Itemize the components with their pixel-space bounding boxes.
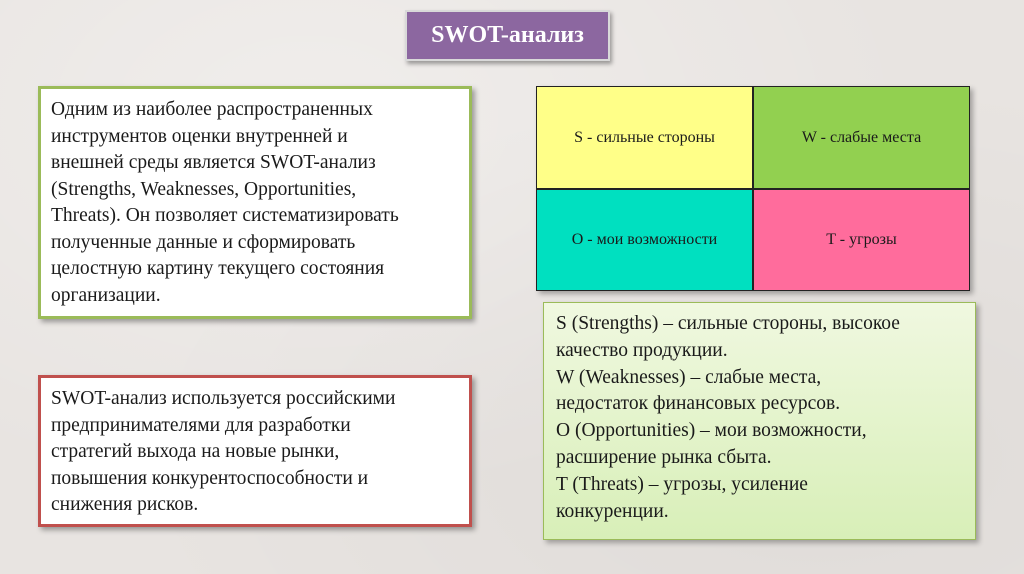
swot-matrix [536, 86, 970, 291]
opportunities-label: О - мои возможности [571, 231, 718, 248]
threats-label: T - угрозы [826, 231, 897, 248]
legend-line: расширение рынка сбыта. [556, 446, 772, 468]
intro-text-box [38, 86, 472, 319]
legend-line: качество продукции. [556, 339, 728, 361]
legend-line: W (Weaknesses) – слабые места, [556, 366, 822, 388]
swot-legend-box [543, 302, 976, 540]
strengths-cell [536, 86, 753, 189]
strengths-label: S - сильные стороны [574, 128, 715, 146]
usage-text-box [38, 375, 472, 527]
intro-line: внешней среды является SWOT-анализ [51, 152, 376, 173]
usage-line: предпринимателями для разработки [51, 414, 351, 436]
usage-line: снижения рисков. [51, 494, 199, 515]
intro-line: полученные данные и сформировать [51, 231, 356, 253]
weaknesses-cell [753, 86, 970, 189]
legend-line: S (Strengths) – сильные стороны, высокое [556, 313, 900, 334]
threats-cell [753, 189, 970, 291]
intro-line: инструментов оценки внутренней и [51, 125, 348, 147]
legend-line: конкуренции. [556, 500, 669, 522]
intro-line: Threats). Он позволяет систематизировать [51, 205, 399, 226]
weaknesses-label: W - слабые места [801, 128, 922, 146]
usage-line: SWOT-анализ используется российскими [51, 388, 396, 409]
opportunities-cell [536, 189, 753, 291]
legend-line: недостаток финансовых ресурсов. [556, 393, 841, 415]
usage-line: повышения конкурентоспособности и [51, 467, 369, 489]
legend-line: T (Threats) – угрозы, усиление [556, 473, 808, 495]
intro-line: организации. [51, 284, 161, 306]
slide-title: SWOT-анализ [431, 22, 584, 48]
intro-line: (Strengths, Weaknesses, Opportunities, [51, 178, 357, 200]
legend-line: O (Opportunities) – мои возможности, [556, 420, 867, 442]
title-box [405, 10, 610, 61]
usage-line: стратегий выхода на новые рынки, [51, 441, 340, 462]
intro-line: целостную картину текущего состояния [51, 258, 385, 279]
intro-line: Одним из наиболее распространенных [51, 99, 373, 120]
